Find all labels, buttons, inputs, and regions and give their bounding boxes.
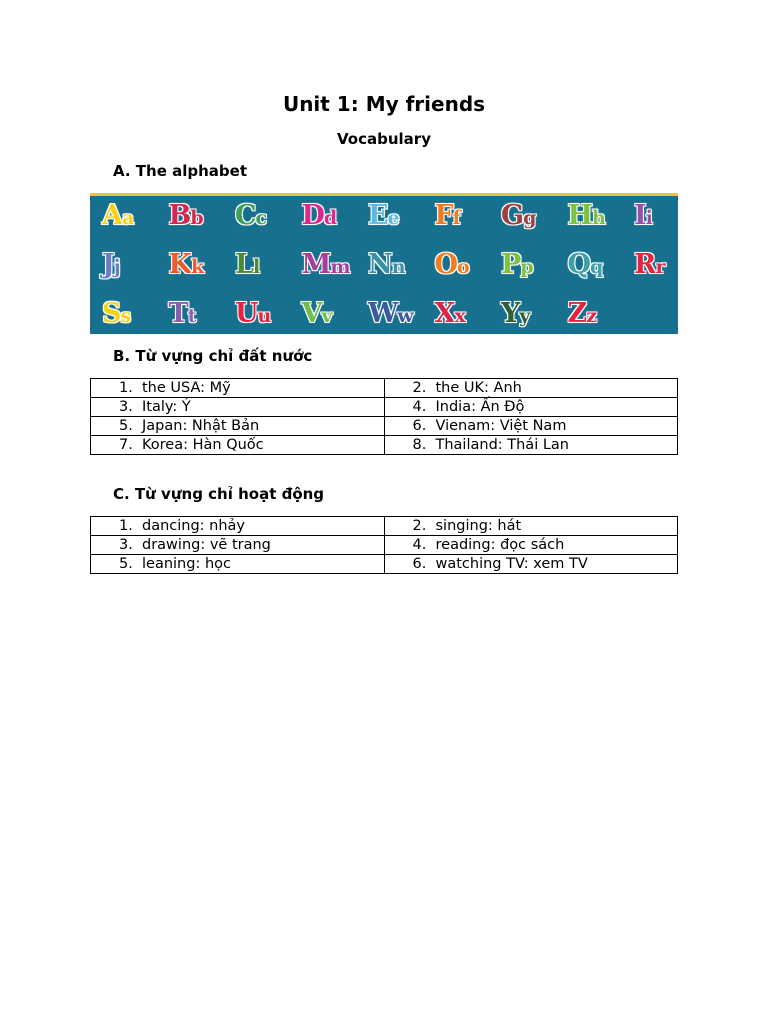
letter-lower: z [586, 305, 597, 327]
alphabet-letter-q [568, 251, 603, 278]
letter-lower: s [120, 305, 131, 327]
item-number: 7. [119, 437, 133, 453]
letter-upper: Y [501, 298, 520, 329]
alphabet-letter-v [302, 300, 332, 327]
letter-lower: c [255, 207, 267, 229]
page-title: Unit 1: My friends [282, 92, 486, 116]
table-cell [384, 417, 678, 436]
letter-lower: w [397, 305, 413, 327]
letter-lower: n [391, 256, 405, 278]
alphabet-letter-z [568, 300, 597, 327]
letter-upper: T [168, 298, 188, 329]
page-subtitle: Vocabulary [337, 130, 431, 148]
section-a-heading: A. The alphabet [113, 162, 247, 180]
alphabet-letter-b [169, 202, 203, 229]
letter-lower: o [457, 256, 469, 278]
letter-lower: v [321, 305, 332, 327]
alphabet-letter-w [368, 300, 413, 327]
alphabet-letter-i [634, 202, 652, 229]
table-cell [91, 379, 385, 398]
alphabet-letter-e [368, 202, 399, 229]
alphabet-letter-x [435, 300, 465, 327]
vocab-item: Japan: Nhật Bản [142, 418, 260, 434]
alphabet-letter-r [634, 251, 664, 278]
item-number: 5. [119, 556, 133, 572]
section-c-heading: C. Từ vựng chỉ hoạt động [113, 485, 325, 503]
alphabet-letter-t [169, 300, 196, 327]
letter-upper: F [434, 200, 453, 231]
vocab-item: the UK: Anh [435, 380, 522, 396]
letter-upper: D [301, 200, 324, 231]
vocab-item: leaning: học [142, 556, 231, 572]
item-number: 3. [119, 399, 133, 415]
table-cell [384, 536, 678, 555]
letter-lower: a [121, 207, 134, 229]
vocab-item: watching TV: xem TV [435, 556, 588, 572]
letter-upper: W [368, 298, 398, 329]
item-number: 2. [412, 380, 427, 396]
letter-upper: H [567, 200, 593, 231]
letter-lower: g [523, 207, 536, 229]
activities-table [90, 516, 678, 574]
table-row [91, 555, 678, 574]
table-cell [91, 417, 385, 436]
letter-lower: p [520, 256, 533, 278]
letter-upper: N [368, 249, 392, 280]
alphabet-letter-p [501, 251, 533, 278]
table-row [91, 517, 678, 536]
item-number: 3. [119, 537, 133, 553]
letter-lower: r [655, 256, 665, 278]
alphabet-image [90, 193, 678, 334]
vocab-item: Italy: Ý [142, 399, 191, 415]
letter-lower: u [257, 305, 271, 327]
letter-lower: f [452, 207, 460, 229]
alphabet-letter-u [235, 300, 270, 327]
vocab-item: singing: hát [435, 518, 522, 534]
vocab-item: dancing: nhảy [142, 518, 246, 534]
letter-upper: M [301, 249, 331, 280]
table-row [91, 417, 678, 436]
letter-upper: K [168, 249, 191, 280]
alphabet-letter-k [169, 251, 204, 278]
item-number: 2. [412, 518, 427, 534]
alphabet-letter-s [102, 300, 130, 327]
vocab-item: Korea: Hàn Quốc [142, 437, 264, 453]
item-number: 6. [412, 556, 427, 572]
alphabet-letter-y [501, 300, 529, 327]
item-number: 5. [119, 418, 133, 434]
item-number: 4. [412, 537, 427, 553]
letter-upper: B [168, 200, 191, 231]
table-cell [91, 555, 385, 574]
item-number: 4. [412, 399, 427, 415]
section-b-heading: B. Từ vựng chỉ đất nước [113, 347, 313, 365]
letter-upper: S [102, 298, 121, 329]
vocab-item: drawing: vẽ trang [142, 537, 271, 553]
table-cell [384, 555, 678, 574]
item-number: 1. [119, 380, 133, 396]
table-cell [91, 398, 385, 417]
table-row [91, 436, 678, 455]
letter-upper: A [102, 200, 122, 231]
letter-lower: h [592, 207, 605, 229]
letter-lower: q [590, 256, 603, 278]
letter-lower: b [190, 207, 203, 229]
alphabet-letter-o [435, 251, 469, 278]
letter-upper: O [434, 249, 458, 280]
vocab-item: Thailand: Thái Lan [435, 437, 569, 453]
table-cell [91, 436, 385, 455]
item-number: 8. [412, 437, 427, 453]
letter-upper: E [368, 200, 388, 231]
table-cell [384, 517, 678, 536]
letter-upper: I [634, 200, 646, 231]
letter-lower: y [519, 305, 530, 327]
alphabet-letter-n [368, 251, 405, 278]
letter-lower: i [645, 207, 652, 229]
letter-upper: J [102, 249, 114, 280]
alphabet-letter-d [302, 202, 337, 229]
letter-lower: t [187, 305, 196, 327]
letter-lower: k [190, 256, 204, 278]
letter-lower: l [252, 256, 260, 278]
letter-lower: x [454, 305, 465, 327]
alphabet-letter-c [235, 202, 266, 229]
alphabet-letter-j [102, 251, 120, 278]
table-cell [91, 536, 385, 555]
letter-lower: m [330, 256, 350, 278]
letter-upper: V [301, 298, 322, 329]
countries-table [90, 378, 678, 455]
table-row [91, 379, 678, 398]
table-cell [91, 517, 385, 536]
letter-upper: Z [567, 298, 587, 329]
letter-upper: P [501, 249, 521, 280]
alphabet-letter-g [501, 202, 535, 229]
letter-upper: X [434, 298, 455, 329]
vocab-item: the USA: Mỹ [142, 380, 231, 396]
alphabet-letter-l [235, 251, 259, 278]
letter-upper: G [501, 200, 524, 231]
letter-upper: R [634, 249, 656, 280]
vocab-item: reading: đọc sách [435, 537, 565, 553]
vocab-item: Vienam: Việt Nam [435, 418, 567, 434]
table-row [91, 398, 678, 417]
item-number: 6. [412, 418, 427, 434]
letter-upper: Q [567, 249, 591, 280]
vocab-item: India: Ấn Độ [435, 399, 525, 415]
table-cell [384, 436, 678, 455]
alphabet-letter-m [302, 251, 350, 278]
letter-upper: C [235, 200, 256, 231]
letter-upper: U [235, 298, 258, 329]
letter-upper: L [235, 249, 253, 280]
letter-lower: d [323, 207, 337, 229]
alphabet-letter-a [102, 202, 133, 229]
table-cell [384, 379, 678, 398]
table-row [91, 536, 678, 555]
letter-lower: j [113, 256, 120, 278]
alphabet-letter-f [435, 202, 460, 229]
table-cell [384, 398, 678, 417]
item-number: 1. [119, 518, 133, 534]
alphabet-letter-h [568, 202, 605, 229]
letter-lower: e [387, 207, 399, 229]
